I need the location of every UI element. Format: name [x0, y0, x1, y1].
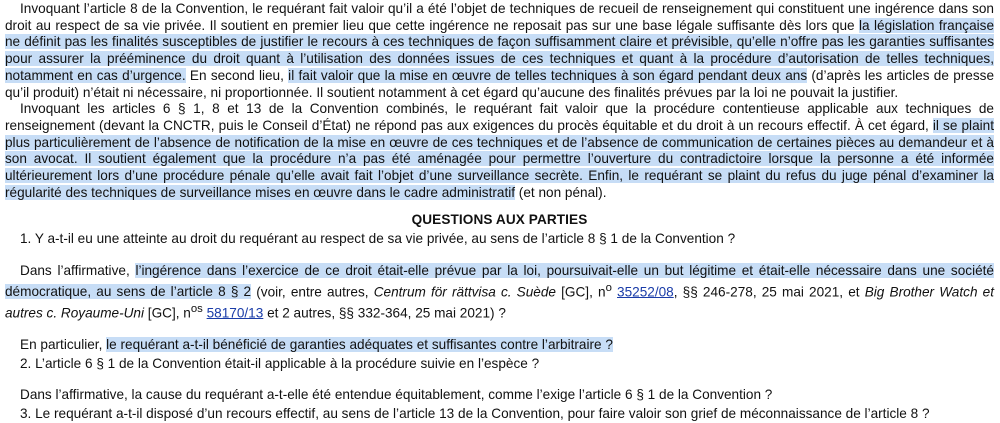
paragraph-articles-6-8-13-complaint	[5, 101, 994, 201]
superscript: o	[605, 281, 612, 294]
text-run: Invoquant l’article 8 de la Convention, le requérant fait valoir qu’il a été l’objet de techniques de recueil de renseignement qui constituent une ingérence dans son droit au respect de sa vie privée. Il soutient en premier lieu que cette ingérence ne reposait pas sur une base légale suffisante dès lors que	[5, 1, 994, 33]
highlighted-text[interactable]: l’ingérence dans l’exercice de ce droit était-elle prévue par la loi, poursuivait-elle un but légitime et était-elle nécessaire dans une société démocratique, au sens de l’article 8 § 2	[5, 262, 994, 300]
highlighted-text[interactable]: le requérant a-t-il bénéficié de garanties adéquates et suffisantes contre l’arbitraire ?	[106, 337, 613, 353]
question-2: 2. L’article 6 § 1 de la Convention était-il applicable à la procédure suivie en l’espèce ?	[20, 355, 540, 371]
case-link-35252-08[interactable]: 35252/08	[617, 284, 674, 300]
text-run: et 2 autres, §§ 332-364, 25 mai 2021) ?	[263, 305, 506, 321]
highlighted-text[interactable]: il se plaint plus particulièrement de l’absence de notification de la mise en œuvre de ces techniques et de l’absence de communication de certaines pièces au demandeur et à son avocat. Il soutient également que la procédure n’a pas été aménagée pour permettre l’ouverture du contradictoire lorsque la personne a été informée ultérieurement lors d’une procédure pénale qu’elle avait fait l’objet d’une surveillance secrète. Enfin, le requérant se plaint du refus du juge pénal d’examiner la régularité des techniques de surveillance mises en œuvre dans le cadre administratif	[5, 117, 994, 200]
section-heading: QUESTIONS AUX PARTIES	[411, 212, 588, 228]
question-3: 3. Le requérant a-t-il disposé d’un recours effectif, au sens de l’article 13 de la Convention, pour faire valoir son grief de méconnaissance de l’article 8 ?	[20, 406, 930, 422]
case-link-58170-13[interactable]: 58170/13	[206, 305, 264, 321]
text-run: (et non pénal).	[515, 184, 607, 200]
question-1: 1. Y a-t-il eu une atteinte au droit du requérant au respect de sa vie privée, au sens de l’article 8 § 1 de la Convention ?	[20, 231, 736, 247]
highlighted-text[interactable]: il fait valoir que la mise en œuvre de telles techniques à son égard pendant deux ans	[288, 67, 808, 83]
paragraph-question-2-followup: Dans l’affirmative, la cause du requérant a-t-elle été entendue équitablement, comme l’exige l’article 6 § 1 de la Convention ?	[20, 387, 773, 403]
paragraph-article-8-complaint	[5, 1, 994, 101]
highlighted-text[interactable]: la législation française ne définit pas les finalités susceptibles de justifier le recours à ces techniques de façon suffisamment claire et prévisible, qu’elle n’offre pas les garanties suffisantes pour assurer la prééminence du droit quant à l’utilisation des données issues de ces techniques et quant à la procédure d’autorisation de telles techniques, notamment en cas d’urgence.	[5, 17, 995, 83]
text-run: (voir, entre autres,	[251, 284, 374, 300]
text-run: En second lieu,	[185, 67, 289, 83]
case-name: Big Brother Watch et autres c. Royaume-Uni	[5, 284, 994, 321]
text-run: [GC], n	[144, 305, 191, 321]
paragraph-safeguards-question	[5, 337, 994, 354]
text-run: (d’après les articles de presse qu’il produit) n’était ni nécessaire, ni proportionnée. Il soutient notamment à cet égard qu’aucune des finalités prévues par la loi ne pouvait la justifier.	[5, 67, 995, 100]
superscript: os	[190, 302, 203, 315]
text-run: [GC], n	[555, 284, 606, 300]
text-run: Dans l’affirmative,	[20, 262, 136, 278]
case-name: Centrum för rättvisa c. Suède	[373, 284, 556, 300]
text-run: Invoquant les articles 6 § 1, 8 et 13 de la Convention combinés, le requérant fait valoir que la procédure contentieuse applicable aux techniques de renseignement (devant la CNCTR, puis le Conseil d’État) ne répond pas aux exigences du procès équitable et du droit à un recours effectif. À cet égard,	[5, 101, 994, 133]
paragraph-question-1-followup	[5, 263, 994, 322]
text-run: , §§ 246-278, 25 mai 2021, et	[673, 284, 865, 300]
text-run: En particulier,	[20, 337, 107, 353]
